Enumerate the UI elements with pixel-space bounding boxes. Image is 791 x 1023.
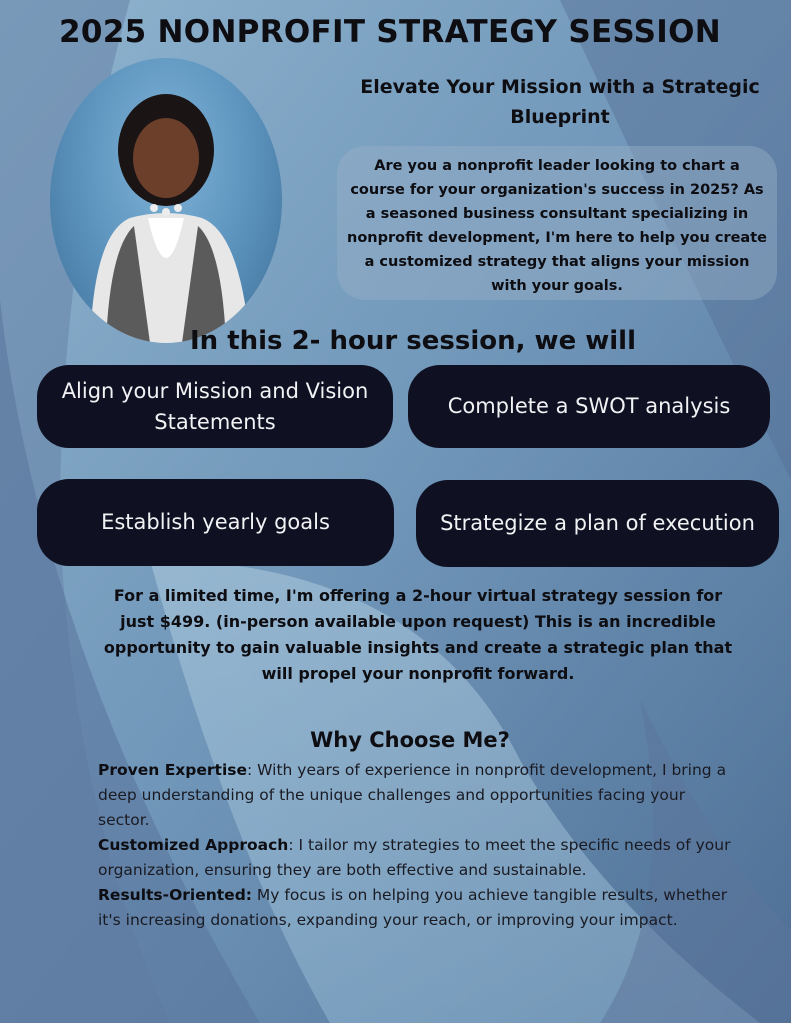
intro-text: Are you a nonprofit leader looking to chart a course for your organization's success in 2025? As a seasoned business consultant specializing in nonprofit development, I'm here to help you create a customized strategy that aligns your mission with your goals. xyxy=(347,158,767,294)
why-point-text: : With years of experience in nonprofit development, I bring a deep understanding of the unique challenges and opportunities facing your sector. xyxy=(98,761,727,829)
hero-subtitle: Elevate Your Mission with a Strategic Blueprint xyxy=(360,76,760,128)
session-item-mission xyxy=(37,365,393,448)
page-title: 2025 NONPROFIT STRATEGY SESSION xyxy=(58,14,722,50)
why-point-label: Customized Approach xyxy=(98,836,289,854)
offer-text: For a limited time, I'm offering a 2-hour virtual strategy session for just $499. (in-person available upon request) This is an incredible opportunity to gain valuable insights and create a strategic plan that will propel your nonprofit forward. xyxy=(103,586,733,683)
why-heading: Why Choose Me? xyxy=(310,728,510,752)
why-point-label: Proven Expertise xyxy=(98,761,247,779)
why-point-label: Results-Oriented: xyxy=(98,886,252,904)
why-point xyxy=(98,833,738,883)
why-point xyxy=(98,758,738,833)
session-item-label: Strategize a plan of execution xyxy=(440,511,755,535)
why-points xyxy=(98,758,738,933)
why-point-text: : I tailor my strategies to meet the specific needs of your organization, ensuring they are both effective and sustainable. xyxy=(98,836,731,879)
session-item-label: Align your Mission and Vision Statements xyxy=(61,378,369,434)
session-item-label: Complete a SWOT analysis xyxy=(447,394,731,418)
session-item-label: Establish yearly goals xyxy=(101,510,330,534)
why-point-text: My focus is on helping you achieve tangible results, whether it's increasing donations, expanding your reach, or improving your impact. xyxy=(98,886,728,929)
person-icon xyxy=(50,58,282,343)
session-item-execution xyxy=(416,480,779,567)
intro-callout xyxy=(337,146,777,300)
why-point xyxy=(98,883,738,933)
session-item-goals xyxy=(37,479,394,566)
portrait-photo xyxy=(50,58,282,343)
session-heading: In this 2- hour session, we will xyxy=(189,326,637,356)
session-item-swot xyxy=(408,365,770,448)
